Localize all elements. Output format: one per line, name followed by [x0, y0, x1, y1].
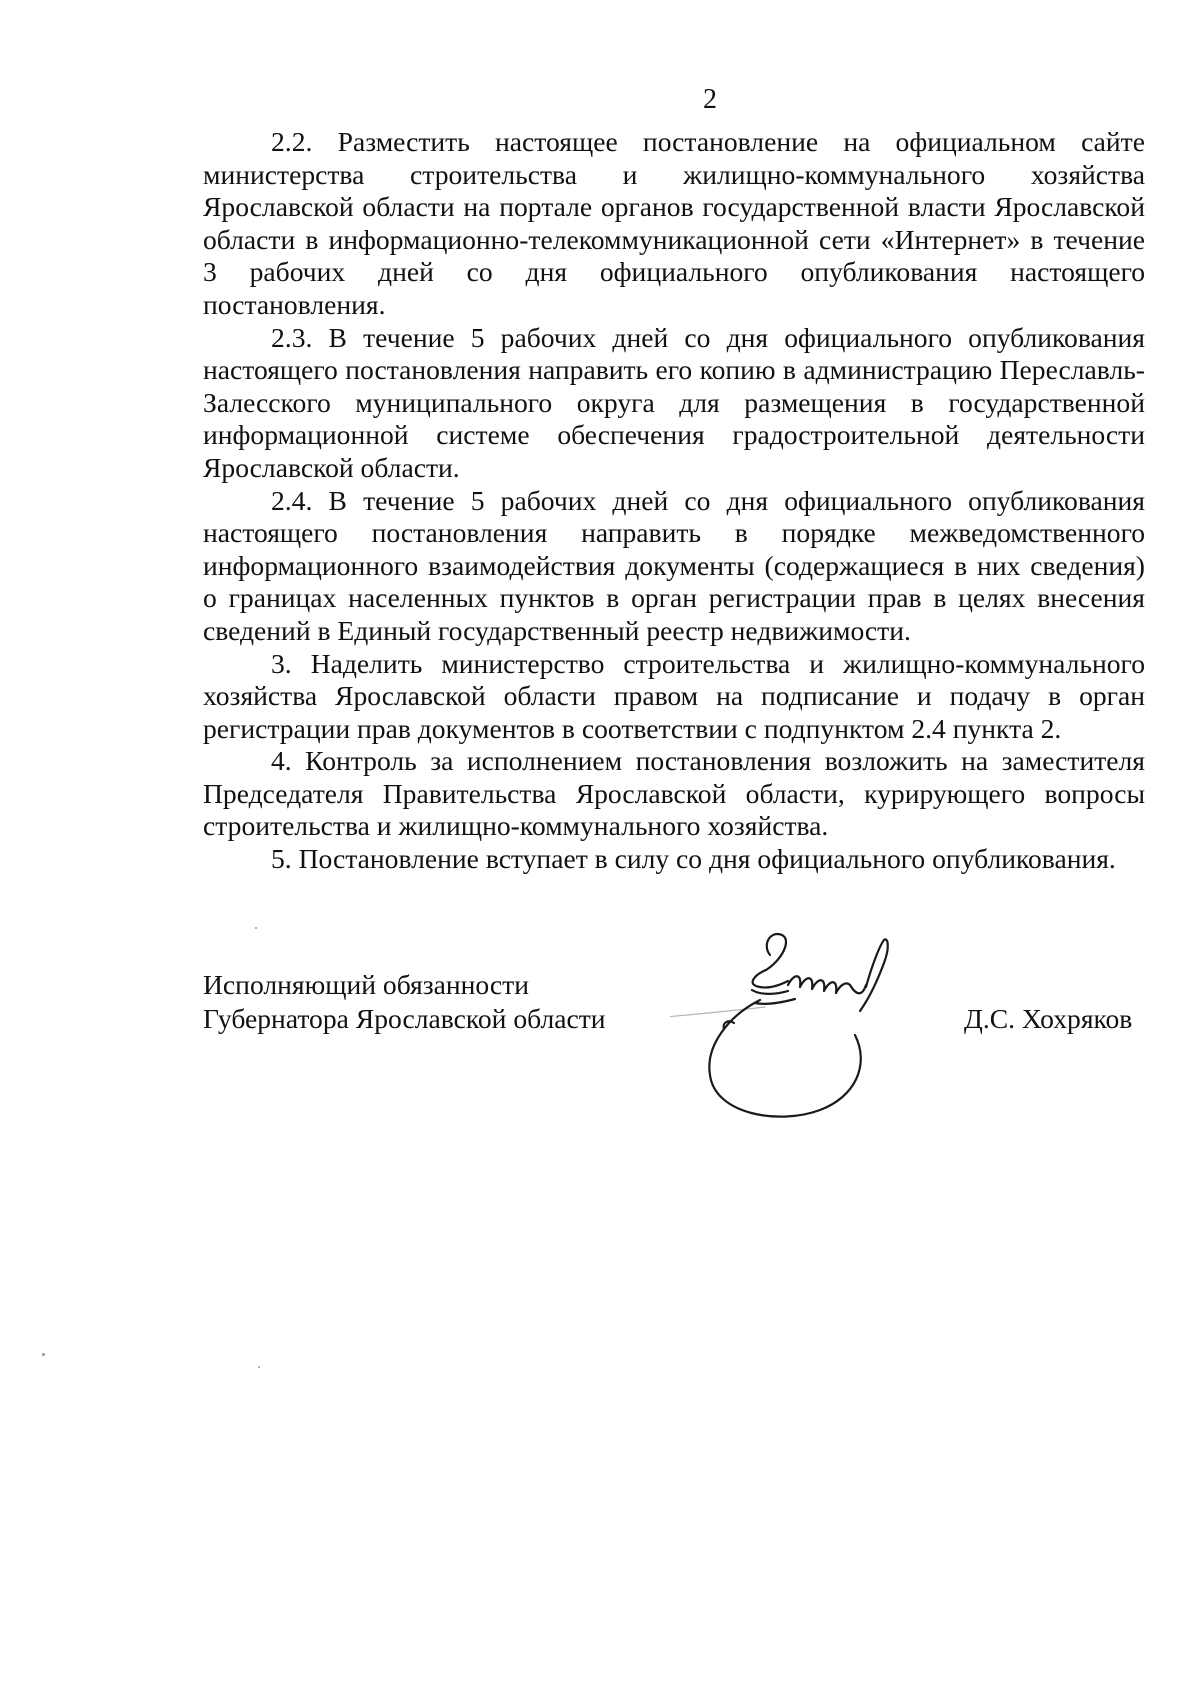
paragraph-2-3: 2.3. В течение 5 рабочих дней со дня официального опубликования настоящего постановления направить его копию в администрацию Переславль-Залесского муниципального округа для размещения в государственной информационной системе обеспечения градостроительной деятельности Ярославской области. — [203, 321, 1145, 483]
paragraph-3: 3. Наделить министерство строительства и жилищно-коммунального хозяйства Ярославской области правом на подписание и подачу в орган регистрации прав документов в соответствии с подпунктом 2.4 пункта 2. — [203, 647, 1145, 744]
scan-speck — [255, 927, 257, 929]
resolution-body — [203, 126, 1145, 876]
scan-speck — [258, 1366, 260, 1368]
position-line-1: Исполняющий обязанности — [203, 969, 529, 1000]
signer-name: Д.С. Хохряков — [964, 1003, 1133, 1034]
signatory-position — [203, 968, 606, 1036]
handwritten-signature — [670, 915, 960, 1135]
paragraph-2-2: 2.2. Разместить настоящее постановление на официальном сайте министерства строительства и жилищно-коммунального хозяйства Ярославской области на портале органов государственной власти Ярославской области в информационно-телекоммуникационной сети «Интернет» в течение 3 рабочих дней со дня официального опубликования настоящего постановления. — [203, 126, 1145, 320]
position-line-2: Губернатора Ярославской области — [203, 1003, 606, 1034]
scan-speck — [42, 1353, 45, 1356]
page-number: 2 — [703, 84, 717, 115]
paragraph-5: 5. Постановление вступает в силу со дня официального опубликования. — [271, 843, 1116, 875]
paragraph-4: 4. Контроль за исполнением постановления возложить на заместителя Председателя Правительства Ярославской области, курирующего вопросы строительства и жилищно-коммунального хозяйства. — [203, 745, 1145, 842]
paragraph-2-4: 2.4. В течение 5 рабочих дней со дня официального опубликования настоящего постановления направить в порядке межведомственного информационного взаимодействия документы (содержащиеся в них сведения) о границах населенных пунктов в орган регистрации прав в целях внесения сведений в Единый государственный реестр недвижимости. — [203, 484, 1145, 646]
